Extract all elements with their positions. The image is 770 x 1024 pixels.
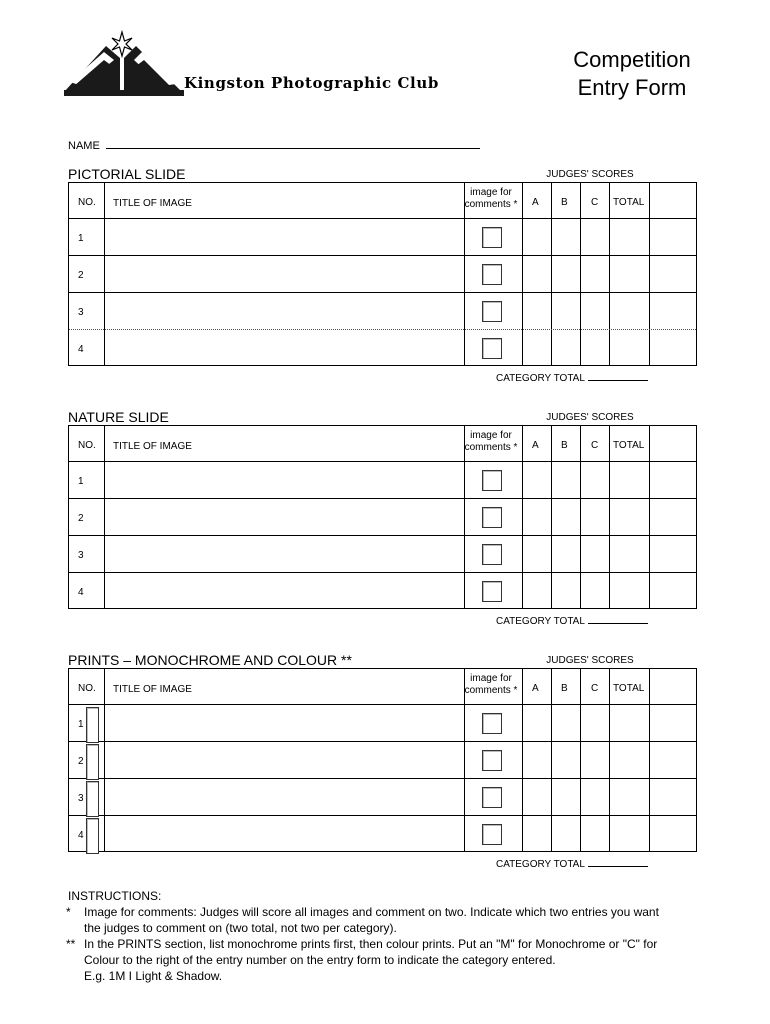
row-number: 1 — [78, 719, 84, 730]
category-total: CATEGORY TOTAL — [496, 373, 648, 384]
col-image-for-comments: image for comments * — [464, 187, 518, 210]
comments-checkbox[interactable] — [482, 338, 502, 359]
comments-checkbox[interactable] — [482, 581, 502, 602]
row-number: 1 — [78, 476, 84, 487]
category-total-field[interactable] — [588, 859, 648, 867]
instruction-mark: * — [66, 905, 71, 919]
col-b: B — [561, 683, 568, 694]
col-a: A — [532, 197, 539, 208]
form-title-line1: Competition — [573, 47, 691, 72]
instruction-line: the judges to comment on (two total, not two per category). — [84, 921, 397, 935]
entry-table — [68, 668, 697, 852]
section-title: PRINTS – MONOCHROME AND COLOUR ** — [68, 652, 352, 668]
col-a: A — [532, 683, 539, 694]
col-no: NO. — [78, 683, 96, 694]
instructions-heading: INSTRUCTIONS: — [68, 889, 162, 903]
category-letter-box[interactable] — [86, 707, 99, 743]
comments-checkbox[interactable] — [482, 544, 502, 565]
form-title-line2: Entry Form — [577, 75, 687, 100]
comments-checkbox[interactable] — [482, 507, 502, 528]
col-total: TOTAL — [613, 440, 645, 451]
judges-scores-label: JUDGES' SCORES — [546, 412, 634, 423]
category-total-field[interactable] — [588, 616, 648, 624]
star-icon — [112, 32, 132, 56]
col-title-of-image: TITLE OF IMAGE — [113, 684, 192, 695]
row-number: 3 — [78, 307, 84, 318]
col-c: C — [591, 440, 599, 451]
row-number: 1 — [78, 233, 84, 244]
col-title-of-image: TITLE OF IMAGE — [113, 441, 192, 452]
col-total: TOTAL — [613, 683, 645, 694]
comments-checkbox[interactable] — [482, 787, 502, 808]
comments-checkbox[interactable] — [482, 264, 502, 285]
instruction-line: Colour to the right of the entry number on the entry form to indicate the category entered. — [84, 953, 556, 967]
instruction-line: E.g. 1M I Light & Shadow. — [84, 969, 223, 983]
col-a: A — [532, 440, 539, 451]
col-image-for-comments: image for comments * — [464, 430, 518, 453]
category-total: CATEGORY TOTAL — [496, 616, 648, 627]
row-number: 3 — [78, 550, 84, 561]
col-c: C — [591, 683, 599, 694]
col-title-of-image: TITLE OF IMAGE — [113, 198, 192, 209]
section-title: NATURE SLIDE — [68, 409, 169, 425]
comments-checkbox[interactable] — [482, 750, 502, 771]
row-number: 2 — [78, 756, 84, 767]
category-total-field[interactable] — [588, 373, 648, 381]
col-image-for-comments: image for comments * — [464, 673, 518, 696]
category-letter-box[interactable] — [86, 744, 99, 780]
row-number: 4 — [78, 830, 84, 841]
category-letter-box[interactable] — [86, 818, 99, 854]
comments-checkbox[interactable] — [482, 824, 502, 845]
judges-scores-label: JUDGES' SCORES — [546, 655, 634, 666]
section-title: PICTORIAL SLIDE — [68, 166, 186, 182]
row-number: 3 — [78, 793, 84, 804]
form-title — [560, 46, 704, 102]
col-b: B — [561, 197, 568, 208]
col-c: C — [591, 197, 599, 208]
comments-checkbox[interactable] — [482, 470, 502, 491]
col-no: NO. — [78, 440, 96, 451]
judges-scores-label: JUDGES' SCORES — [546, 169, 634, 180]
entry-table — [68, 425, 697, 609]
instructions — [68, 888, 708, 984]
row-number: 4 — [78, 587, 84, 598]
entry-table — [68, 182, 697, 366]
name-row — [68, 139, 480, 152]
instruction-line: In the PRINTS section, list monochrome prints first, then colour prints. Put an "M" for Monochrome or "C" for — [84, 937, 658, 951]
club-logo — [64, 30, 184, 100]
name-label: NAME — [68, 140, 100, 152]
instruction-item — [68, 904, 708, 936]
category-letter-box[interactable] — [86, 781, 99, 817]
name-field[interactable] — [106, 139, 480, 149]
category-total: CATEGORY TOTAL — [496, 859, 648, 870]
comments-checkbox[interactable] — [482, 713, 502, 734]
col-total: TOTAL — [613, 197, 645, 208]
row-number: 4 — [78, 344, 84, 355]
row-number: 2 — [78, 513, 84, 524]
col-no: NO. — [78, 197, 96, 208]
instruction-line: Image for comments: Judges will score all images and comment on two. Indicate which two entries you want — [84, 905, 659, 919]
col-b: B — [561, 440, 568, 451]
instruction-mark: ** — [66, 937, 76, 951]
comments-checkbox[interactable] — [482, 227, 502, 248]
instruction-item — [68, 936, 708, 984]
club-name: Kingston Photographic Club — [184, 74, 439, 92]
row-number: 2 — [78, 270, 84, 281]
comments-checkbox[interactable] — [482, 301, 502, 322]
